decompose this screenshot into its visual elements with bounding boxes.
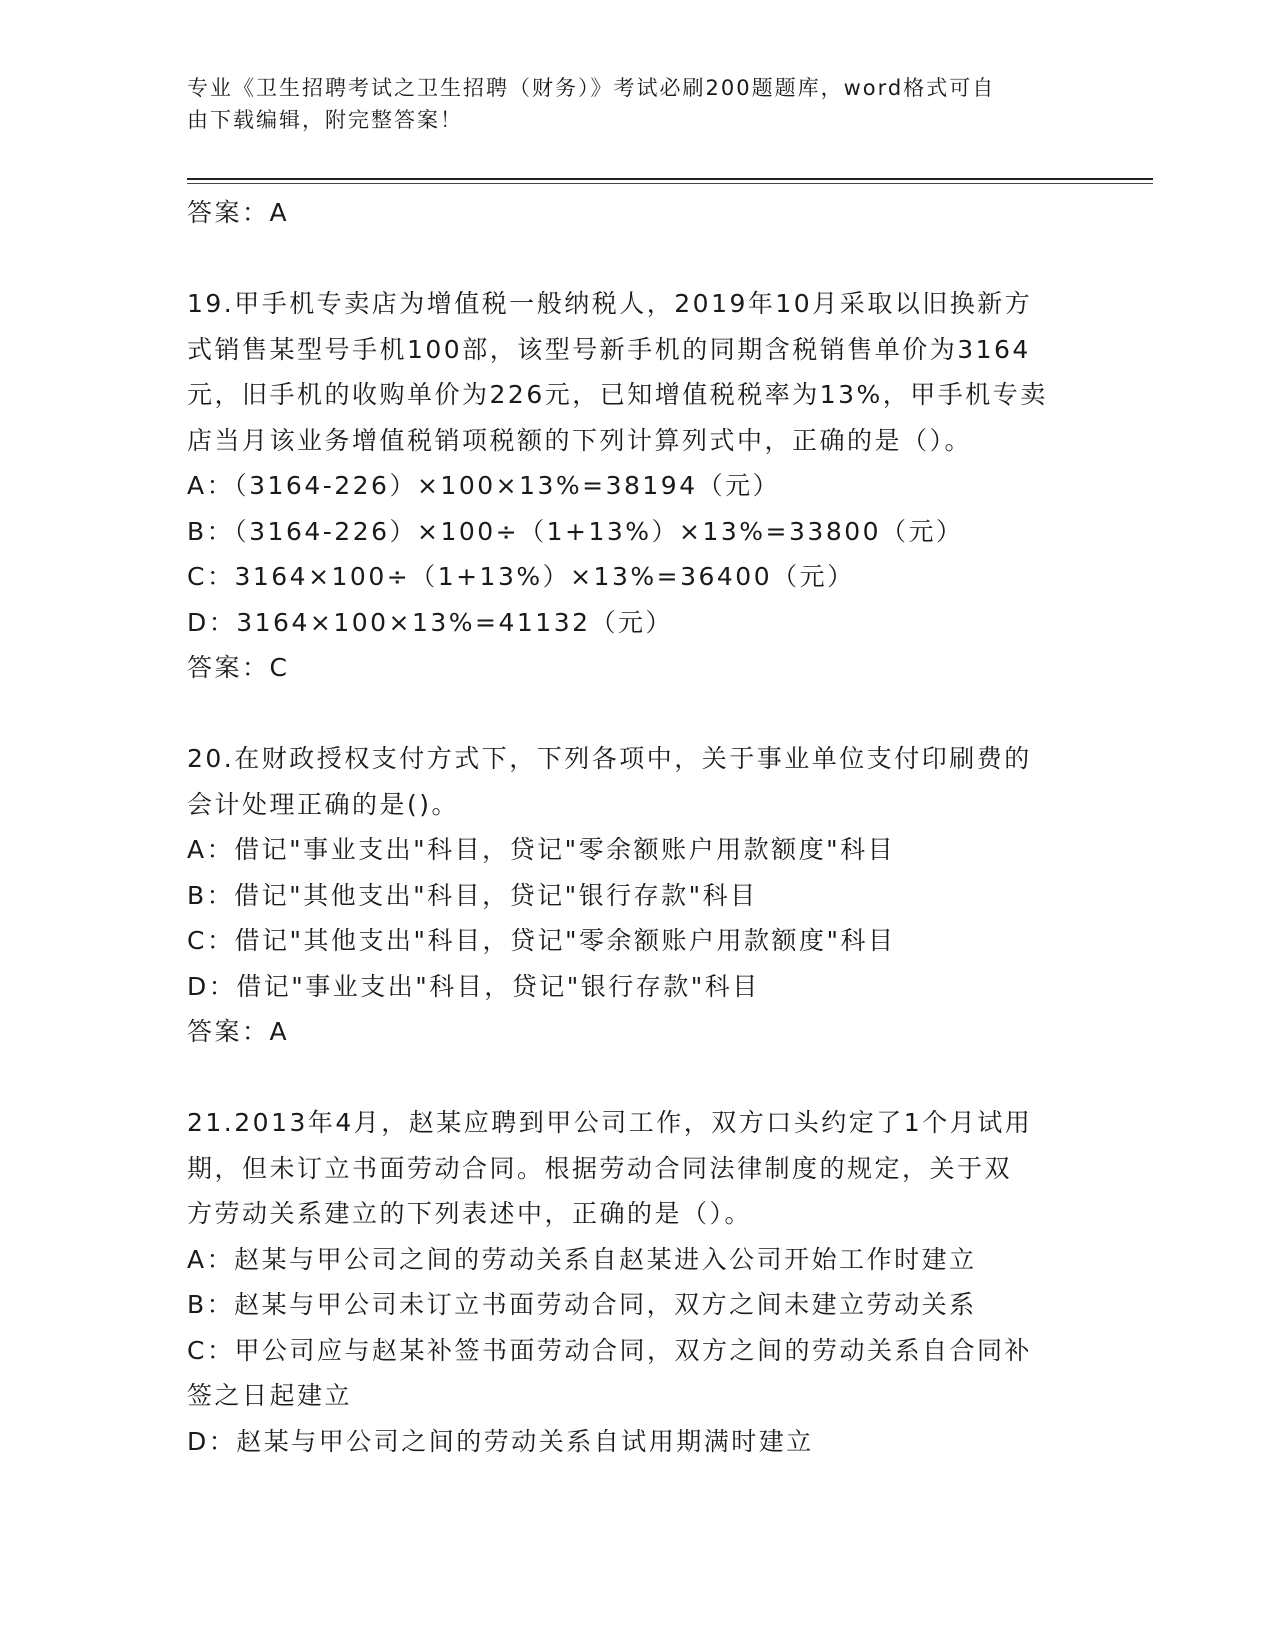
option-b: B：（3164-226）×100÷（1+13%）×13%=33800（元）: [187, 516, 964, 546]
header-line: 由下载编辑，附完整答案！: [187, 108, 463, 132]
spacer: [187, 691, 1087, 737]
question-text-line: 20.在财政授权支付方式下，下列各项中，关于事业单位支付印刷费的: [187, 744, 1032, 773]
option-a: A：（3164-226）×100×13%=38194（元）: [187, 471, 781, 500]
question-20: [187, 736, 1087, 1055]
document-header: [187, 72, 1087, 136]
header-line: 专业《卫生招聘考试之卫生招聘（财务）》考试必刷200题题库，word格式可自: [187, 76, 996, 100]
question-text-line: 期，但未订立书面劳动合同。根据劳动合同法律制度的规定，关于双: [187, 1153, 1013, 1183]
option-a: A：赵某与甲公司之间的劳动关系自赵某进入公司开始工作时建立: [187, 1244, 977, 1274]
header-divider-thin: [187, 183, 1153, 184]
question-text-line: 19.甲手机专卖店为增值税一般纳税人，2019年10月采取以旧换新方: [187, 289, 1033, 318]
option-c-continued: 签之日起建立: [187, 1381, 353, 1410]
option-c: C：3164×100÷（1+13%）×13%=36400（元）: [187, 562, 855, 591]
question-21: [187, 1100, 1087, 1464]
question-text-line: 元，旧手机的收购单价为226元，已知增值税税率为13%，甲手机专卖: [187, 380, 1048, 409]
answer-line: 答案：C: [187, 653, 290, 682]
option-d: D：借记"事业支出"科目，贷记"银行存款"科目: [187, 971, 760, 1001]
answer-line: 答案：A: [187, 1017, 290, 1046]
option-c: C：借记"其他支出"科目，贷记"零余额账户用款额度"科目: [187, 926, 896, 955]
option-a: A：借记"事业支出"科目，贷记"零余额账户用款额度"科目: [187, 835, 896, 864]
question-text-line: 店当月该业务增值税销项税额的下列计算列式中，正确的是（）。: [187, 425, 973, 455]
option-d: D：3164×100×13%=41132（元）: [187, 607, 674, 637]
question-text-line: 方劳动关系建立的下列表述中，正确的是（）。: [187, 1199, 753, 1228]
question-text-line: 式销售某型号手机100部，该型号新手机的同期含税销售单价为3164: [187, 334, 1031, 364]
header-divider-thick: [187, 178, 1153, 180]
option-b: B：赵某与甲公司未订立书面劳动合同，双方之间未建立劳动关系: [187, 1290, 977, 1319]
document-body: [187, 190, 1087, 1464]
question-text-line: 会计处理正确的是()。: [187, 789, 460, 819]
question-text-line: 21.2013年4月，赵某应聘到甲公司工作，双方口头约定了1个月试用: [187, 1108, 1033, 1137]
option-c: C：甲公司应与赵某补签书面劳动合同，双方之间的劳动关系自合同补: [187, 1335, 1032, 1365]
spacer: [187, 236, 1087, 282]
question-19: [187, 281, 1087, 691]
answer-line: 答案：A: [187, 198, 290, 227]
spacer: [187, 1055, 1087, 1101]
option-d: D：赵某与甲公司之间的劳动关系自试用期满时建立: [187, 1426, 814, 1456]
option-b: B：借记"其他支出"科目，贷记"银行存款"科目: [187, 880, 758, 910]
